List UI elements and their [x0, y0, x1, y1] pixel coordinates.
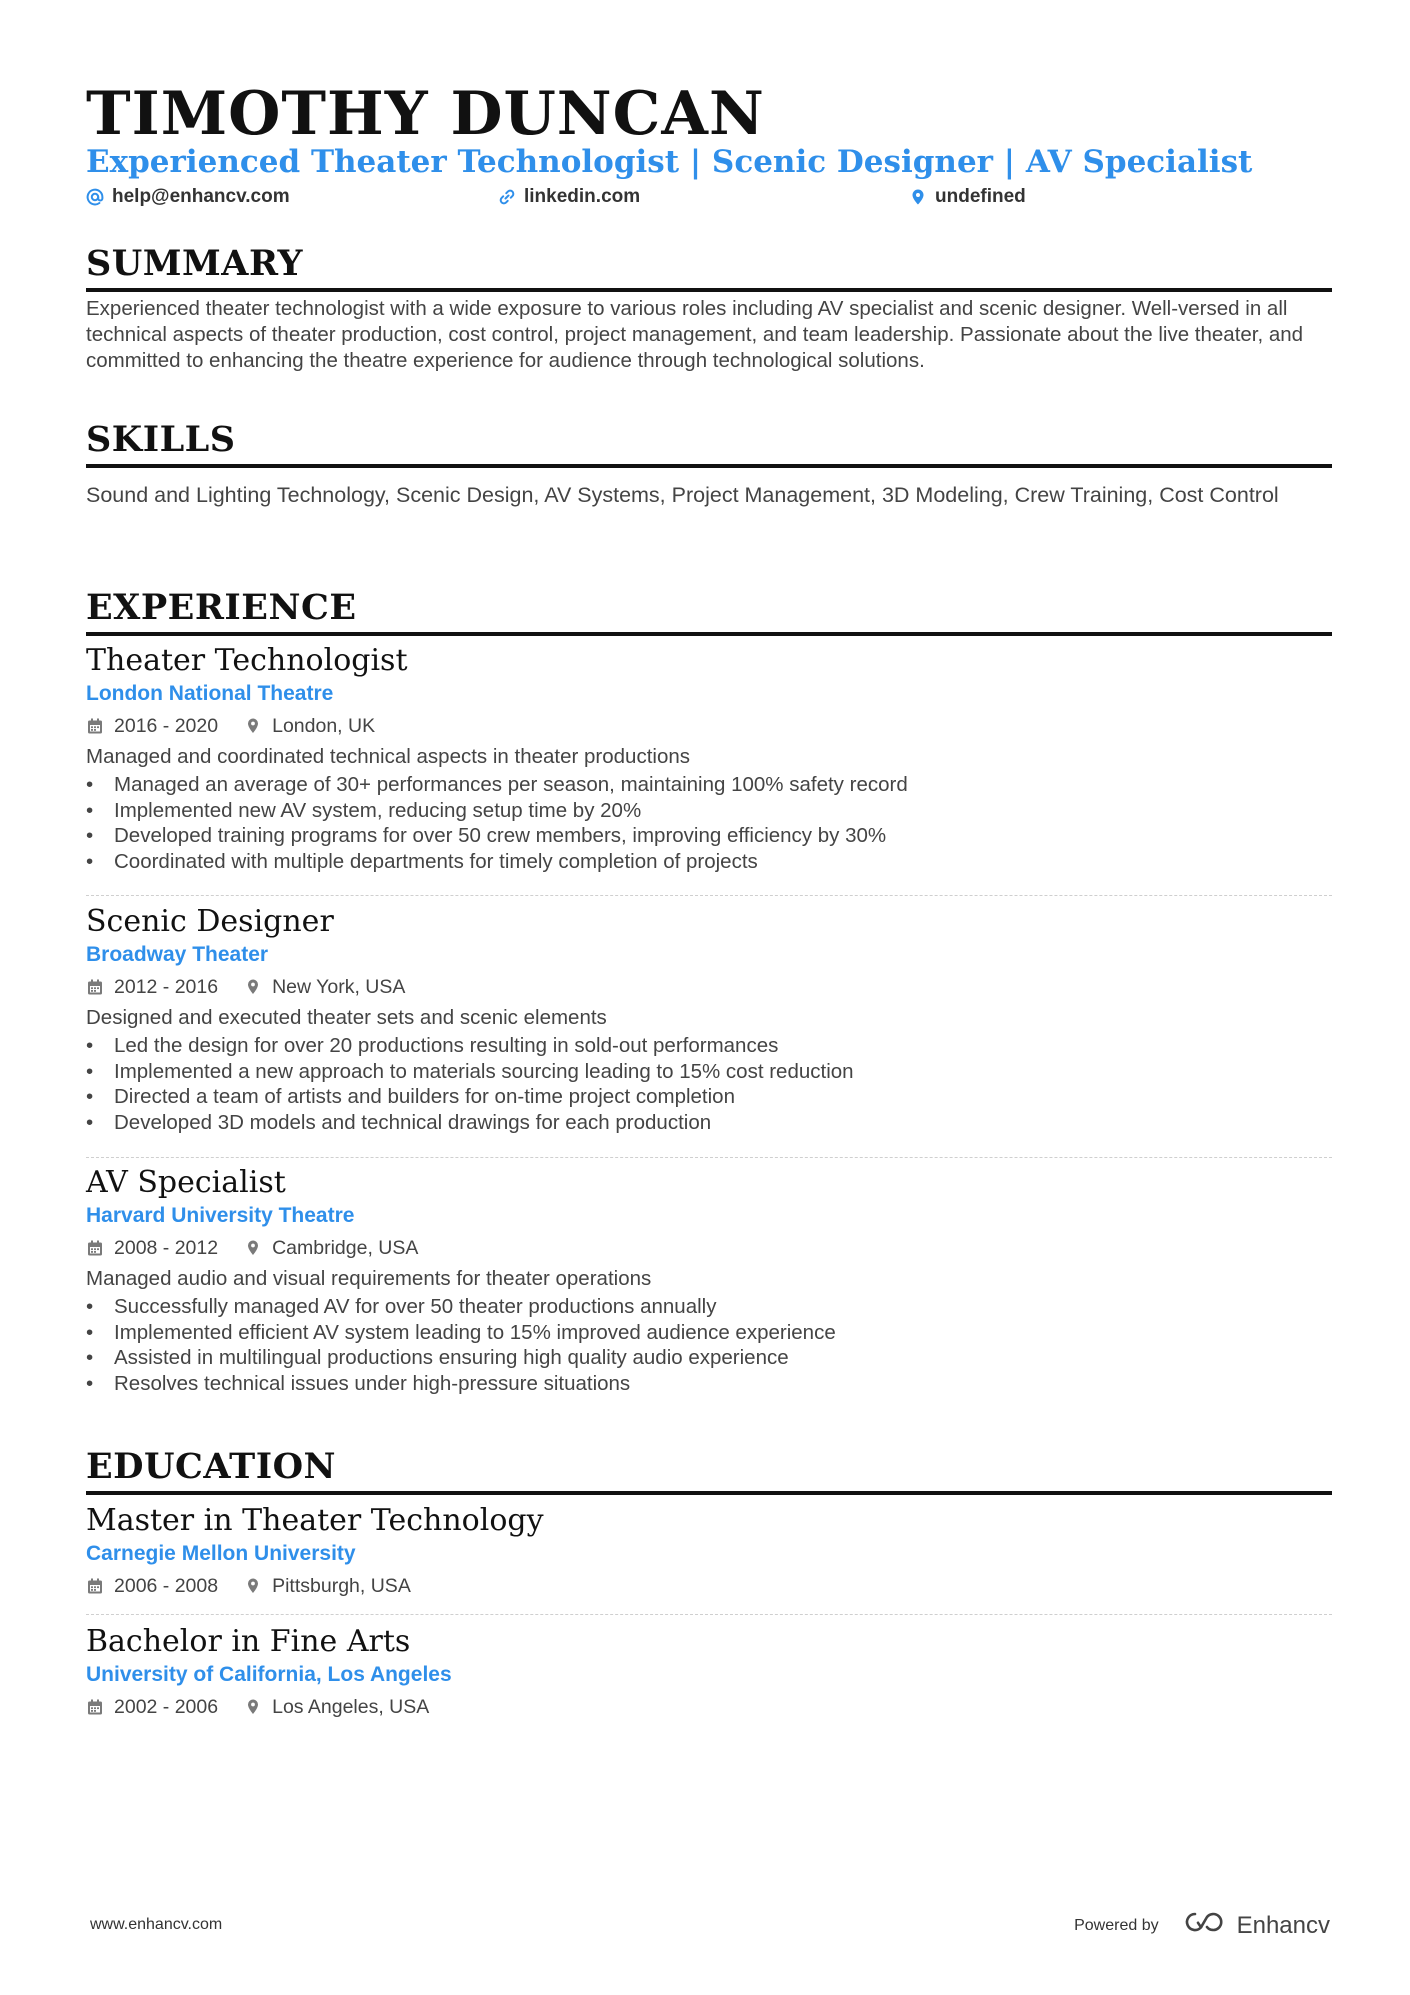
experience-item — [86, 903, 1332, 1158]
job-dates: 2016 - 2020 — [114, 715, 219, 737]
company-name[interactable]: Broadway Theater — [86, 943, 269, 966]
calendar-icon — [86, 1239, 104, 1257]
school-name[interactable]: University of California, Los Angeles — [86, 1663, 452, 1686]
experience-section — [86, 586, 1332, 636]
enhancv-brand-text: Enhancv — [1236, 1912, 1330, 1939]
page-footer — [90, 1910, 1330, 1940]
calendar-icon — [86, 978, 104, 996]
bullet-text: Coordinated with multiple departments for timely completion of projects — [114, 850, 758, 874]
powered-by-label: Powered by — [1074, 1917, 1159, 1934]
experience-item — [86, 642, 1332, 896]
company-name[interactable]: London National Theatre — [86, 682, 334, 705]
skills-section — [86, 418, 1332, 509]
education-meta — [86, 1572, 1332, 1600]
bullet-text: Assisted in multilingual productions ensuring high quality audio experience — [114, 1346, 789, 1370]
bullet-item: • Implemented efficient AV system leading to 15% improved audience experience — [86, 1320, 836, 1344]
job-location — [244, 712, 375, 740]
calendar-icon — [86, 1698, 104, 1716]
job-location — [244, 973, 405, 1001]
map-pin-icon — [244, 1239, 262, 1257]
job-bullets — [86, 772, 1332, 875]
education-heading: EDUCATION — [86, 1445, 1332, 1495]
candidate-headline: Experienced Theater Technologist | Scenic Designer | AV Specialist — [86, 144, 1253, 180]
experience-item — [86, 1164, 1332, 1414]
candidate-name: TIMOTHY DUNCAN — [86, 79, 765, 149]
job-title: AV Specialist — [86, 1165, 286, 1200]
link-icon — [498, 188, 516, 206]
contact-bar — [86, 184, 1332, 210]
bullet-text: Directed a team of artists and builders for on-time project completion — [114, 1085, 735, 1109]
calendar-icon — [86, 717, 104, 735]
job-title: Scenic Designer — [86, 904, 334, 939]
bullet-text: Developed 3D models and technical drawings for each production — [114, 1111, 712, 1135]
school-name[interactable]: Carnegie Mellon University — [86, 1542, 356, 1565]
contact-location — [909, 184, 1026, 210]
bullet-item: • Implemented a new approach to materials sourcing leading to 15% cost reduction — [86, 1059, 854, 1083]
contact-linkedin[interactable] — [498, 184, 640, 210]
bullet-item: • Developed 3D models and technical drawings for each production — [86, 1111, 712, 1135]
bullet-item: • Developed training programs for over 50 crew members, improving efficiency by 30% — [86, 824, 887, 848]
job-title: Theater Technologist — [86, 643, 408, 678]
job-description: Managed audio and visual requirements for theater operations — [86, 1267, 652, 1290]
bullet-text: Successfully managed AV for over 50 theater productions annually — [114, 1295, 717, 1318]
job-meta — [86, 712, 1332, 740]
footer-branding — [1074, 1910, 1330, 1942]
education-meta — [86, 1693, 1332, 1721]
summary-text: Experienced theater technologist with a wide exposure to various roles including AV specialist and scenic designer. Well-versed in all technical aspects of theater production, cost control, project management, and team leadership. Passionate about the live theater, and committed to enhancing the theatre experience for audience through technological solutions. — [86, 297, 1304, 372]
education-location-text: Pittsburgh, USA — [272, 1575, 411, 1597]
bullet-text: Led the design for over 20 productions resulting in sold-out performances — [114, 1034, 779, 1057]
job-location-text: London, UK — [272, 715, 376, 737]
contact-location-text: undefined — [935, 186, 1026, 207]
bullet-text: Developed training programs for over 50 crew members, improving efficiency by 30% — [114, 824, 887, 848]
job-dates: 2008 - 2012 — [114, 1237, 219, 1259]
bullet-text: Implemented new AV system, reducing setup time by 20% — [114, 798, 642, 822]
map-pin-icon — [909, 188, 927, 206]
map-pin-icon — [244, 1577, 262, 1595]
skills-heading: SKILLS — [86, 418, 1332, 468]
bullet-text: Managed an average of 30+ performances per season, maintaining 100% safety record — [114, 773, 908, 796]
job-location-text: New York, USA — [272, 976, 406, 998]
bullet-item: • Coordinated with multiple departments for timely completion of projects — [86, 850, 758, 874]
enhancv-logo-icon — [1181, 1910, 1227, 1942]
education-section — [86, 1445, 1332, 1495]
education-item — [86, 1623, 1332, 1733]
footer-website-link[interactable]: www.enhancv.com — [90, 1916, 223, 1933]
degree-title: Master in Theater Technology — [86, 1503, 544, 1538]
map-pin-icon — [244, 1698, 262, 1716]
summary-section — [86, 242, 1332, 374]
contact-linkedin-text: linkedin.com — [524, 186, 641, 207]
company-name[interactable]: Harvard University Theatre — [86, 1204, 355, 1227]
job-location-text: Cambridge, USA — [272, 1237, 419, 1259]
contact-email[interactable] — [86, 184, 290, 210]
bullet-text: Resolves technical issues under high-pressure situations — [114, 1372, 631, 1396]
job-bullets — [86, 1294, 1332, 1397]
education-location — [244, 1572, 411, 1600]
education-item — [86, 1502, 1332, 1615]
job-description: Managed and coordinated technical aspects in theater productions — [86, 745, 691, 768]
bullet-text: Implemented efficient AV system leading to 15% improved audience experience — [114, 1320, 836, 1344]
bullet-item: • Successfully managed AV for over 50 theater productions annually — [86, 1295, 717, 1318]
education-location-text: Los Angeles, USA — [272, 1696, 430, 1718]
enhancv-brand[interactable] — [1181, 1910, 1330, 1942]
bullet-item: • Resolves technical issues under high-pressure situations — [86, 1372, 631, 1396]
bullet-item: • Led the design for over 20 productions resulting in sold-out performances — [86, 1034, 779, 1057]
bullet-item: • Directed a team of artists and builders for on-time project completion — [86, 1085, 735, 1109]
job-meta — [86, 1234, 1332, 1262]
summary-heading: SUMMARY — [86, 242, 1332, 292]
bullet-item: • Assisted in multilingual productions ensuring high quality audio experience — [86, 1346, 789, 1370]
contact-email-text: help@enhancv.com — [112, 186, 290, 207]
education-dates: 2002 - 2006 — [114, 1696, 219, 1718]
job-dates: 2012 - 2016 — [114, 976, 219, 998]
bullet-item: • Implemented new AV system, reducing setup time by 20% — [86, 798, 642, 822]
bullet-item: • Managed an average of 30+ performances per season, maintaining 100% safety record — [86, 773, 908, 796]
skills-text: Sound and Lighting Technology, Scenic Design, AV Systems, Project Management, 3D Modeling, Crew Training, Cost Control — [86, 483, 1279, 507]
job-bullets — [86, 1033, 1332, 1136]
map-pin-icon — [244, 978, 262, 996]
education-location — [244, 1693, 429, 1721]
job-meta — [86, 973, 1332, 1001]
degree-title: Bachelor in Fine Arts — [86, 1624, 411, 1659]
map-pin-icon — [244, 717, 262, 735]
calendar-icon — [86, 1577, 104, 1595]
education-dates: 2006 - 2008 — [114, 1575, 219, 1597]
bullet-text: Implemented a new approach to materials sourcing leading to 15% cost reduction — [114, 1059, 854, 1083]
experience-heading: EXPERIENCE — [86, 586, 1332, 636]
job-description: Designed and executed theater sets and scenic elements — [86, 1006, 607, 1029]
at-icon — [86, 188, 104, 206]
job-location — [244, 1234, 418, 1262]
